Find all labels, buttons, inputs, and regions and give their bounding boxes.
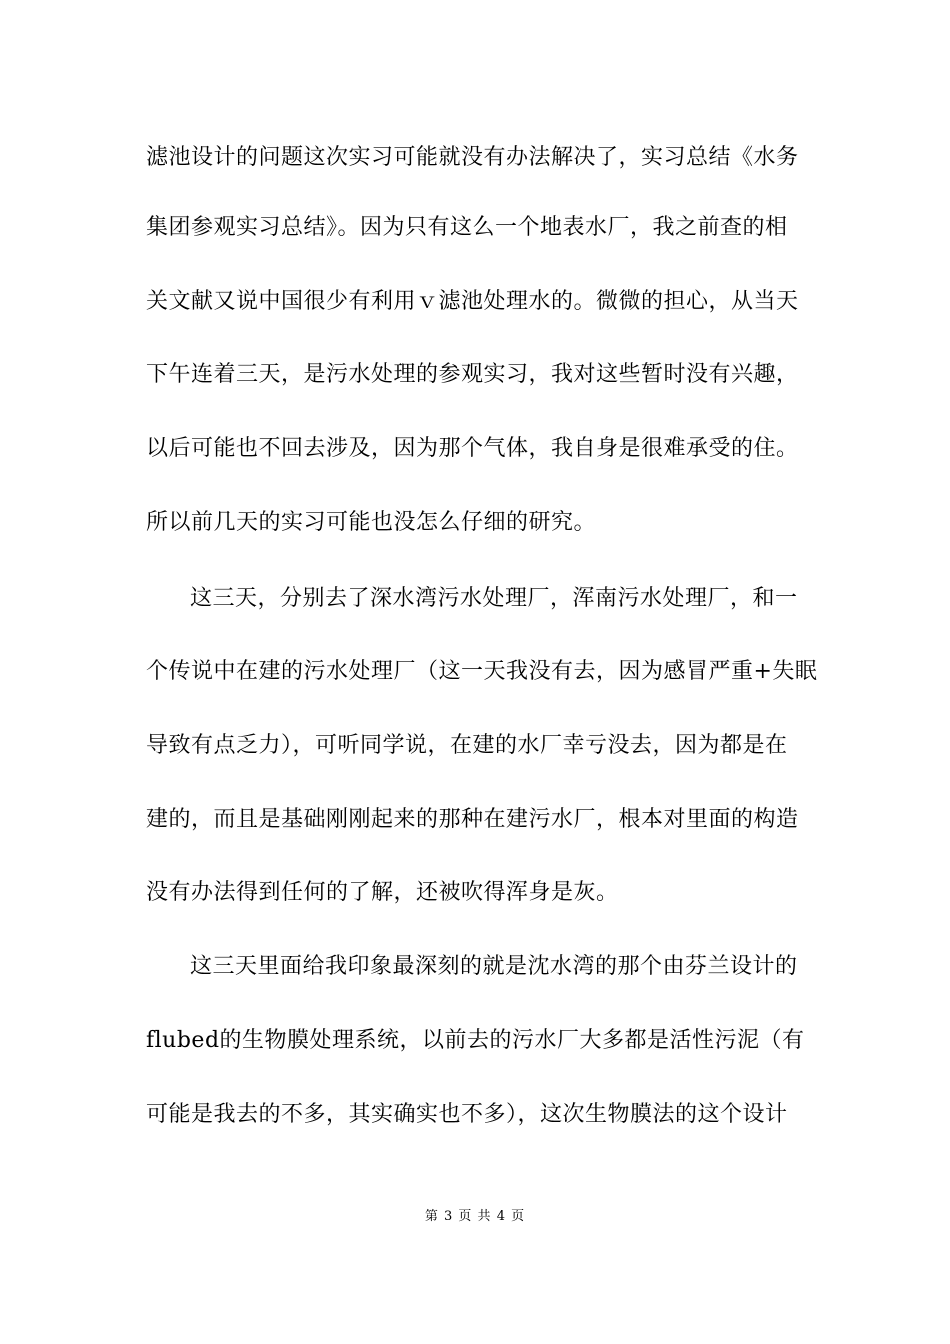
paragraph-2-line-3: 导致有点乏力），可听同学说，在建的水厂幸亏没去，因为都是在: [146, 733, 788, 758]
paragraph-3-line-3: 可能是我去的不多，其实确实也不多），这次生物膜法的这个设计: [146, 1102, 788, 1127]
paragraph-1-line-2: 集团参观实习总结》。因为只有这么一个地表水厂，我之前查的相: [146, 215, 788, 240]
paragraph-1-line-6: 所以前几天的实习可能也没怎么仔细的研究。: [146, 510, 597, 535]
paragraph-1-line-1: 滤池设计的问题这次实习可能就没有办法解决了，实习总结《水务: [146, 145, 799, 170]
paragraph-1-line-3: 关文献又说中国很少有利用ｖ滤池处理水的。微微的担心，从当天: [146, 289, 799, 314]
paragraph-1-line-4: 下午连着三天，是污水处理的参观实习，我对这些暂时没有兴趣，: [146, 362, 799, 387]
paragraph-2-line-5: 没有办法得到任何的了解，还被吹得浑身是灰。: [146, 880, 619, 905]
paragraph-3-line-2: flubed的生物膜处理系统，以前去的污水厂大多都是活性污泥（有: [146, 1028, 805, 1053]
paragraph-2-line-4: 建的，而且是基础刚刚起来的那种在建污水厂，根本对里面的构造: [146, 807, 799, 832]
paragraph-2-line-1: 这三天，分别去了深水湾污水处理厂，浑南污水处理厂，和一: [190, 586, 798, 611]
paragraph-2-line-2: 个传说中在建的污水处理厂（这一天我没有去，因为感冒严重+失眠: [146, 659, 818, 684]
paragraph-1-line-5: 以后可能也不回去涉及，因为那个气体，我自身是很难承受的住。: [146, 436, 799, 461]
paragraph-3-line-1: 这三天里面给我印象最深刻的就是沈水湾的那个由芬兰设计的: [190, 954, 798, 979]
page-footer: 第 3 页 共 4 页: [424, 1209, 526, 1224]
